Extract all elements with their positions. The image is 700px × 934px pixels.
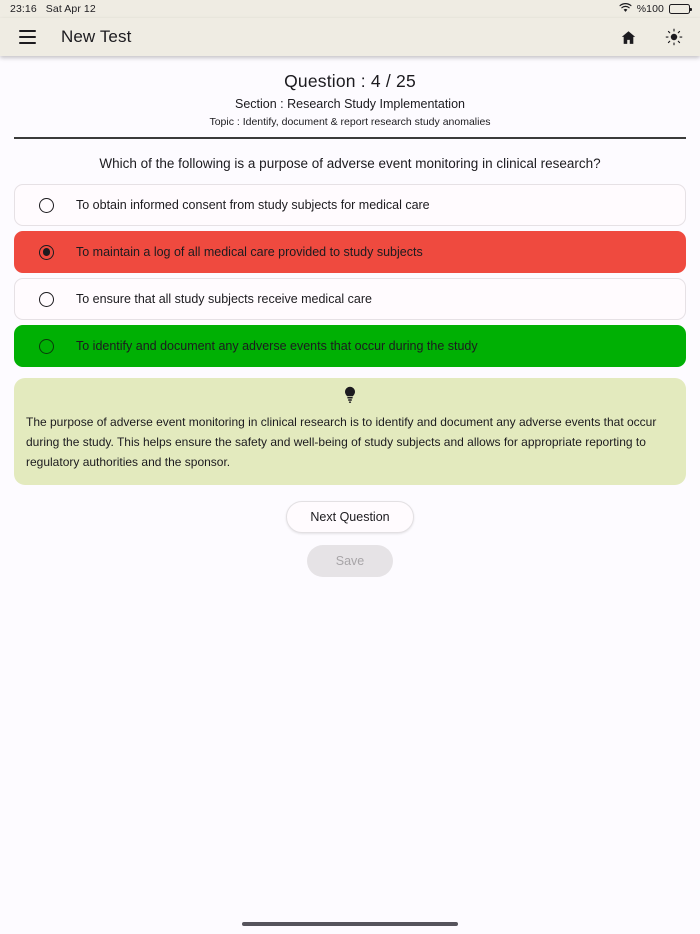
sun-brightness-icon[interactable] bbox=[662, 25, 686, 49]
status-bar bbox=[0, 0, 700, 18]
answer-options-list bbox=[14, 184, 686, 367]
explanation-text: The purpose of adverse event monitoring in clinical research is to identify and document any adverse events that occur during the study. This helps ensure the safety and well-being of study subjects and allows for appropriate reporting to regulatory authorities and the sponsor. bbox=[26, 415, 657, 469]
explanation-panel bbox=[14, 378, 686, 484]
answer-option-correct[interactable] bbox=[14, 325, 686, 367]
app-bar-actions bbox=[616, 25, 686, 49]
home-icon[interactable] bbox=[616, 25, 640, 49]
radio-button-icon[interactable] bbox=[39, 198, 54, 213]
question-prompt: Which of the following is a purpose of adverse event monitoring in clinical research? bbox=[99, 156, 601, 171]
radio-button-icon[interactable] bbox=[39, 339, 54, 354]
answer-option[interactable] bbox=[14, 184, 686, 226]
menu-bar-3 bbox=[19, 42, 36, 44]
radio-button-checked-icon[interactable] bbox=[39, 245, 54, 260]
question-section: Section : Research Study Implementation bbox=[235, 97, 465, 111]
lightbulb-icon bbox=[343, 386, 357, 409]
battery-icon bbox=[669, 4, 690, 14]
status-date: Sat Apr 12 bbox=[45, 3, 96, 15]
wifi-icon bbox=[619, 3, 632, 16]
home-indicator[interactable] bbox=[242, 922, 458, 926]
status-time: 23:16 bbox=[10, 3, 37, 15]
explanation-icon-wrap bbox=[26, 386, 674, 409]
question-number: Question : 4 / 25 bbox=[284, 71, 416, 91]
status-bar-right bbox=[619, 3, 690, 16]
answer-option-label: To ensure that all study subjects receive medical care bbox=[76, 292, 372, 307]
question-header bbox=[14, 56, 686, 128]
app-bar bbox=[0, 18, 700, 56]
answer-option-label: To maintain a log of all medical care provided to study subjects bbox=[76, 245, 423, 260]
hamburger-menu-icon[interactable] bbox=[14, 24, 40, 50]
app-title: New Test bbox=[61, 27, 132, 46]
answer-option[interactable] bbox=[14, 278, 686, 320]
answer-option-label: To obtain informed consent from study subjects for medical care bbox=[76, 198, 430, 213]
save-button: Save bbox=[307, 545, 394, 577]
question-content bbox=[0, 56, 700, 577]
action-buttons bbox=[14, 501, 686, 577]
status-bar-left bbox=[10, 3, 96, 15]
menu-bar-1 bbox=[19, 30, 36, 32]
battery-percentage: %100 bbox=[636, 3, 664, 15]
radio-button-icon[interactable] bbox=[39, 292, 54, 307]
menu-bar-2 bbox=[19, 36, 36, 38]
answer-option-label: To identify and document any adverse events that occur during the study bbox=[76, 339, 478, 354]
next-question-button[interactable]: Next Question bbox=[286, 501, 413, 533]
answer-option-selected-incorrect[interactable] bbox=[14, 231, 686, 273]
question-topic: Topic : Identify, document & report research study anomalies bbox=[209, 116, 491, 128]
